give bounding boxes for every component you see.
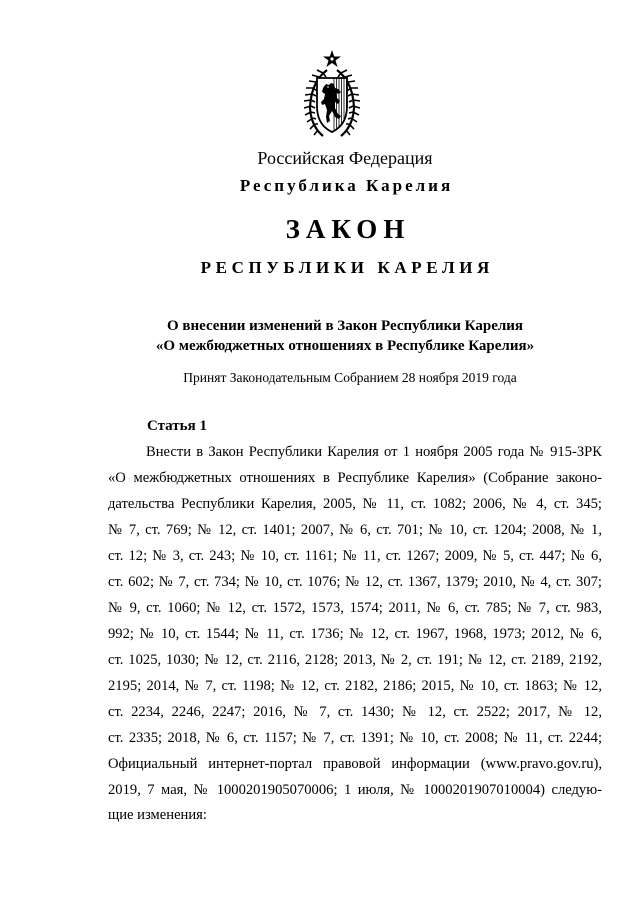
republic-name: Республика Карелия [239,176,454,195]
article-text-line: 2195; 2014, № 7, ст. 1198; № 12, ст. 2182, 2186; 2015, № 10, ст. 1863; № 12, [108,678,602,694]
article-text-line: ст. 602; № 7, ст. 734; № 10, ст. 1076; № 12, ст. 1367, 1379; 2010, № 4, ст. 307; [108,574,602,590]
article-text-line: дательства Республики Карелия, 2005, № 11, ст. 1082; 2006, № 4, ст. 345; [108,496,602,512]
article-text-line: «О межбюджетных отношениях в Республике Карелия» (Собрание законо- [108,470,602,486]
law-heading: ЗАКОН [285,214,411,244]
article-text-line: Внести в Закон Республики Карелия от 1 ноября 2005 года № 915-ЗРК [146,444,602,460]
article-text-line: 2019, 7 мая, № 1000201905070006; 1 июля, № 1000201907010004) следую- [108,782,602,798]
country-name: Российская Федерация [257,148,433,168]
article-text-line: 992; № 10, ст. 1544; № 11, ст. 1736; № 12, ст. 1967, 1968, 1973; 2012, № 6, [108,626,602,642]
law-title-line-2: «О межбюджетных отношениях в Республике Карелия» [155,338,535,354]
law-title-line-1: О внесении изменений в Закон Республики Карелия [166,318,524,334]
article-text-line: Официальный интернет-портал правовой информации (www.pravo.gov.ru), [108,756,602,772]
article-heading: Статья 1 [147,418,207,434]
article-text-line: ст. 2234, 2246, 2247; 2016, № 7, ст. 1430; № 12, ст. 2522; 2017, № 12, [108,704,602,720]
article-text-line: щие изменения: [108,807,207,823]
article-text-line: ст. 2335; 2018, № 6, ст. 1157; № 7, ст. 1391; № 10, ст. 2008; № 11, ст. 2244; [108,730,602,746]
article-text-line: ст. 1025, 1030; № 12, ст. 2116, 2128; 2013, № 2, ст. 191; № 12, ст. 2189, 2192, [108,652,602,668]
article-text-line: № 9, ст. 1060; № 12, ст. 1572, 1573, 1574; 2011, № 6, ст. 785; № 7, ст. 983, [108,600,602,616]
article-text-line: ст. 12; № 3, ст. 243; № 10, ст. 1161; № 11, ст. 1267; 2009, № 5, ст. 447; № 6, [108,548,602,564]
article-text-line: № 7, ст. 769; № 12, ст. 1401; 2007, № 6, ст. 701; № 10, ст. 1204; 2008, № 1, [108,522,602,538]
law-issuer: РЕСПУБЛИКИ КАРЕЛИЯ [200,258,494,277]
adoption-date-note: Принят Законодательным Собранием 28 ноября 2019 года [183,370,517,385]
karelia-coat-of-arms-icon [301,48,363,138]
